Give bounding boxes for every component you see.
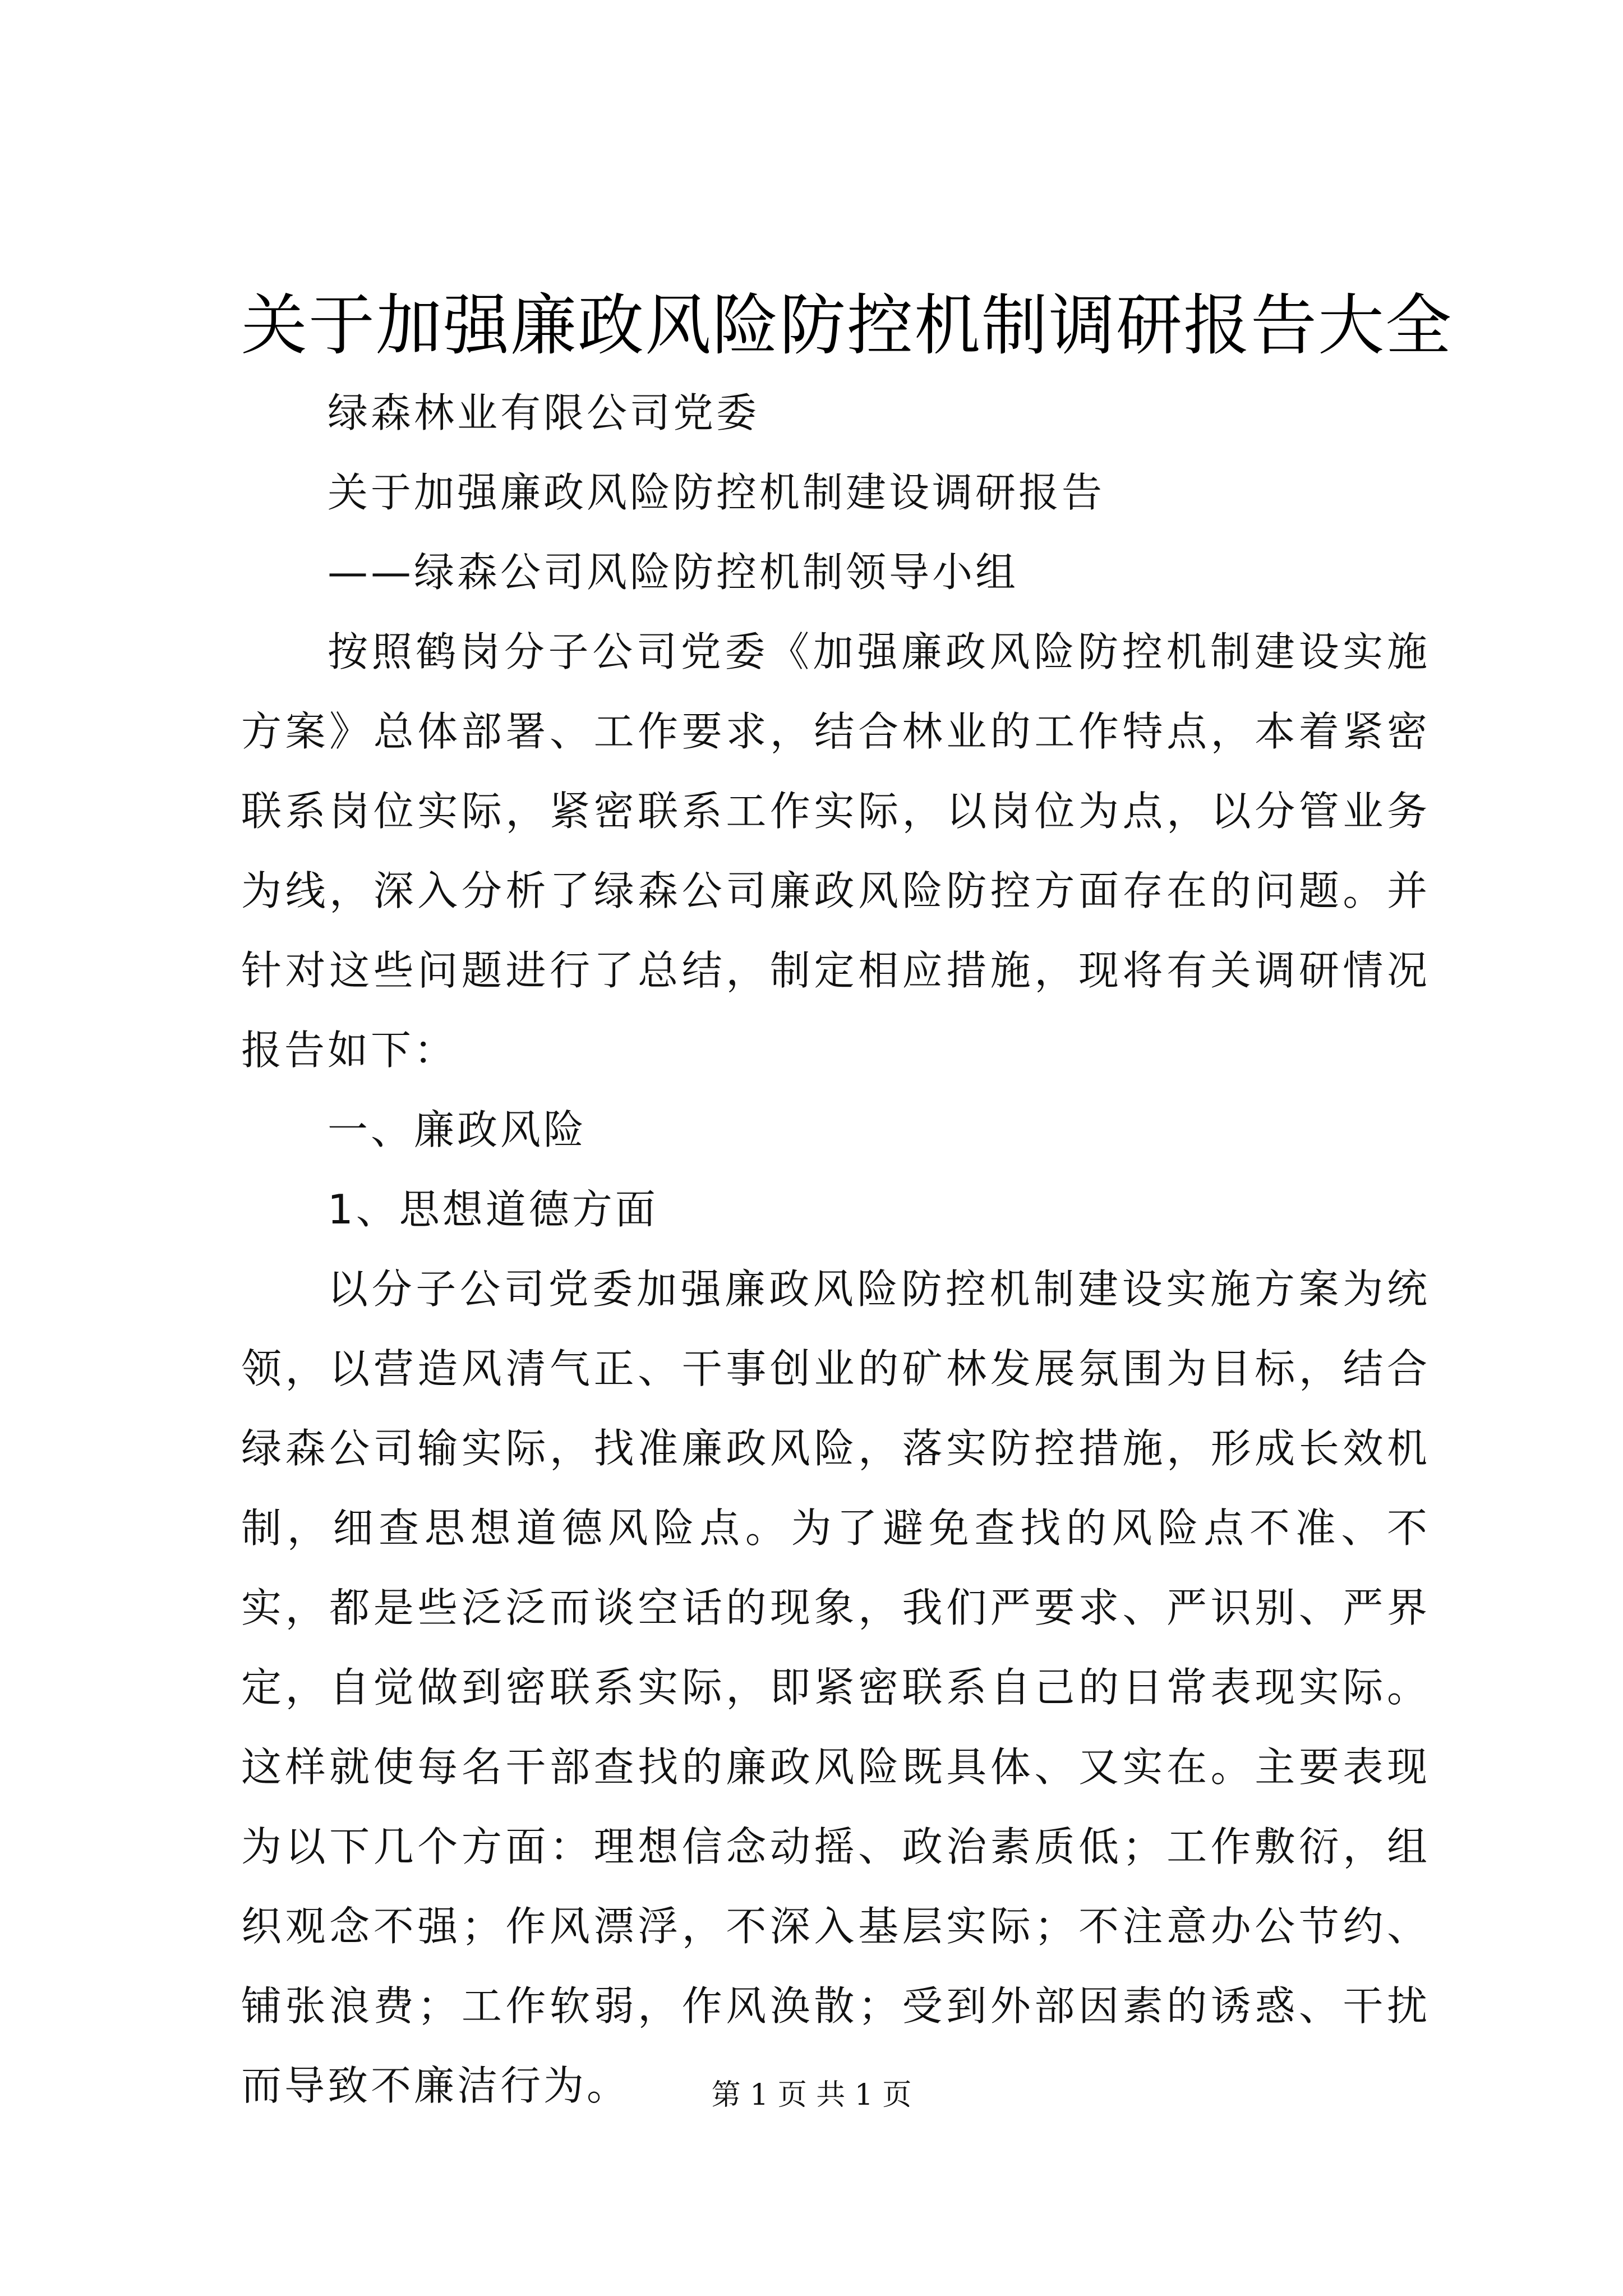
header-line-report-title: 关于加强廉政风险防控机制建设调研报告 — [328, 469, 1105, 516]
header-line-organization: 绿森林业有限公司党委 — [328, 389, 760, 436]
document-body — [241, 373, 1430, 2125]
header-line-author: ——绿森公司风险防控机制领导小组 — [328, 549, 1019, 596]
subsection-heading: 1、思想道德方面 — [328, 1186, 658, 1233]
page-number-footer: 第 1 页 共 1 页 — [711, 2078, 912, 2112]
paragraph-intro: 按照鹤岗分子公司党委《加强廉政风险防控机制建设实施方案》总体部署、工作要求，结合林业的工作特点，本着紧密联系岗位实际，紧密联系工作实际，以岗位为点，以分管业务为线，深入分析了绿森公司廉政风险防控方面存在的问题。并针对这些问题进行了总结，制定相应措施，现将有关调研情况报告如下： — [241, 628, 1430, 1074]
document-title: 关于加强廉政风险防控机制调研报告大全 — [241, 287, 1453, 364]
section-heading: 一、廉政风险 — [328, 1106, 587, 1153]
paragraph-moral-risk: 以分子公司党委加强廉政风险防控机制建设实施方案为统领，以营造风清气正、干事创业的矿林发展氛围为目标，结合绿森公司输实际，找准廉政风险，落实防控措施，形成长效机制，细查思想道德风险点。为了避免查找的风险点不准、不实，都是些泛泛而谈空话的现象，我们严要求、严识别、严界定，自觉做到密联系实际，即紧密联系自己的日常表现实际。这样就使每名干部查找的廉政风险既具体、又实在。主要表现为以下几个方面：理想信念动摇、政治素质低；工作敷衍，组织观念不强；作风漂浮，不深入基层实际；不注意办公节约、铺张浪费；工作软弱，作风涣散；受到外部因素的诱惑、干扰而导致不廉洁行为。 — [241, 1266, 1430, 2109]
